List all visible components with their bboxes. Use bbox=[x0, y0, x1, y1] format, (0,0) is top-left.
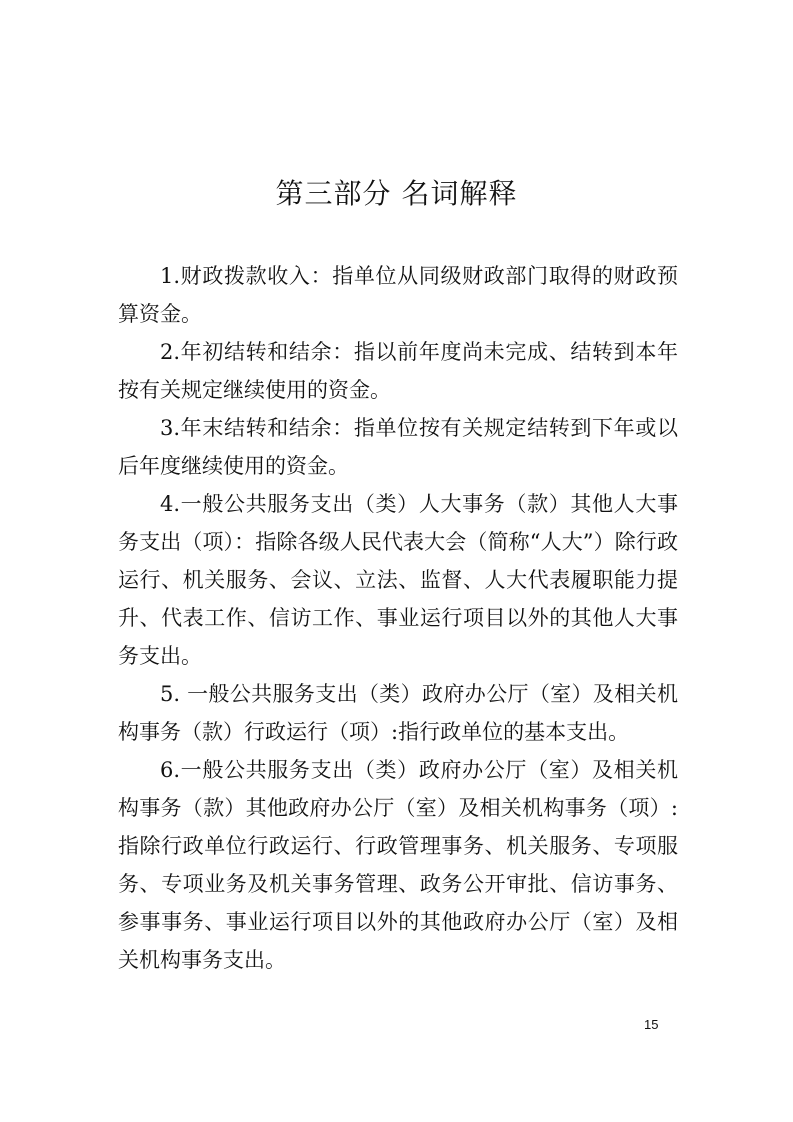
page-number: 15 bbox=[644, 1017, 659, 1032]
definitions-body bbox=[118, 257, 678, 979]
definition-paragraph-4: 4.一般公共服务支出（类）人大事务（款）其他人大事务支出（项）：指除各级人民代表大会（简称“人大”）除行政运行、机关服务、会议、立法、监督、人大代表履职能力提升、代表工作、信访工作、事业运行项目以外的其他人大事务支出。 bbox=[118, 492, 678, 668]
page-title: 第三部分 名词解释 bbox=[275, 177, 518, 210]
definition-paragraph-6: 6.一般公共服务支出（类）政府办公厅（室）及相关机构事务（款）其他政府办公厅（室）及相关机构事务（项）:指除行政单位行政运行、行政管理事务、机关服务、专项服务、专项业务及机关事务管理、政务公开审批、信访事务、参事事务、事业运行项目以外的其他政府办公厅（室）及相关机构事务支出。 bbox=[118, 758, 678, 972]
definition-paragraph-1: 1.财政拨款收入：指单位从同级财政部门取得的财政预算资金。 bbox=[118, 264, 678, 326]
definition-paragraph-5: 5. 一般公共服务支出（类）政府办公厅（室）及相关机构事务（款）行政运行（项）:指行政单位的基本支出。 bbox=[118, 682, 678, 744]
definition-paragraph-2: 2.年初结转和结余：指以前年度尚未完成、结转到本年按有关规定继续使用的资金。 bbox=[118, 340, 678, 402]
definition-paragraph-3: 3.年末结转和结余：指单位按有关规定结转到下年或以后年度继续使用的资金。 bbox=[118, 416, 678, 478]
